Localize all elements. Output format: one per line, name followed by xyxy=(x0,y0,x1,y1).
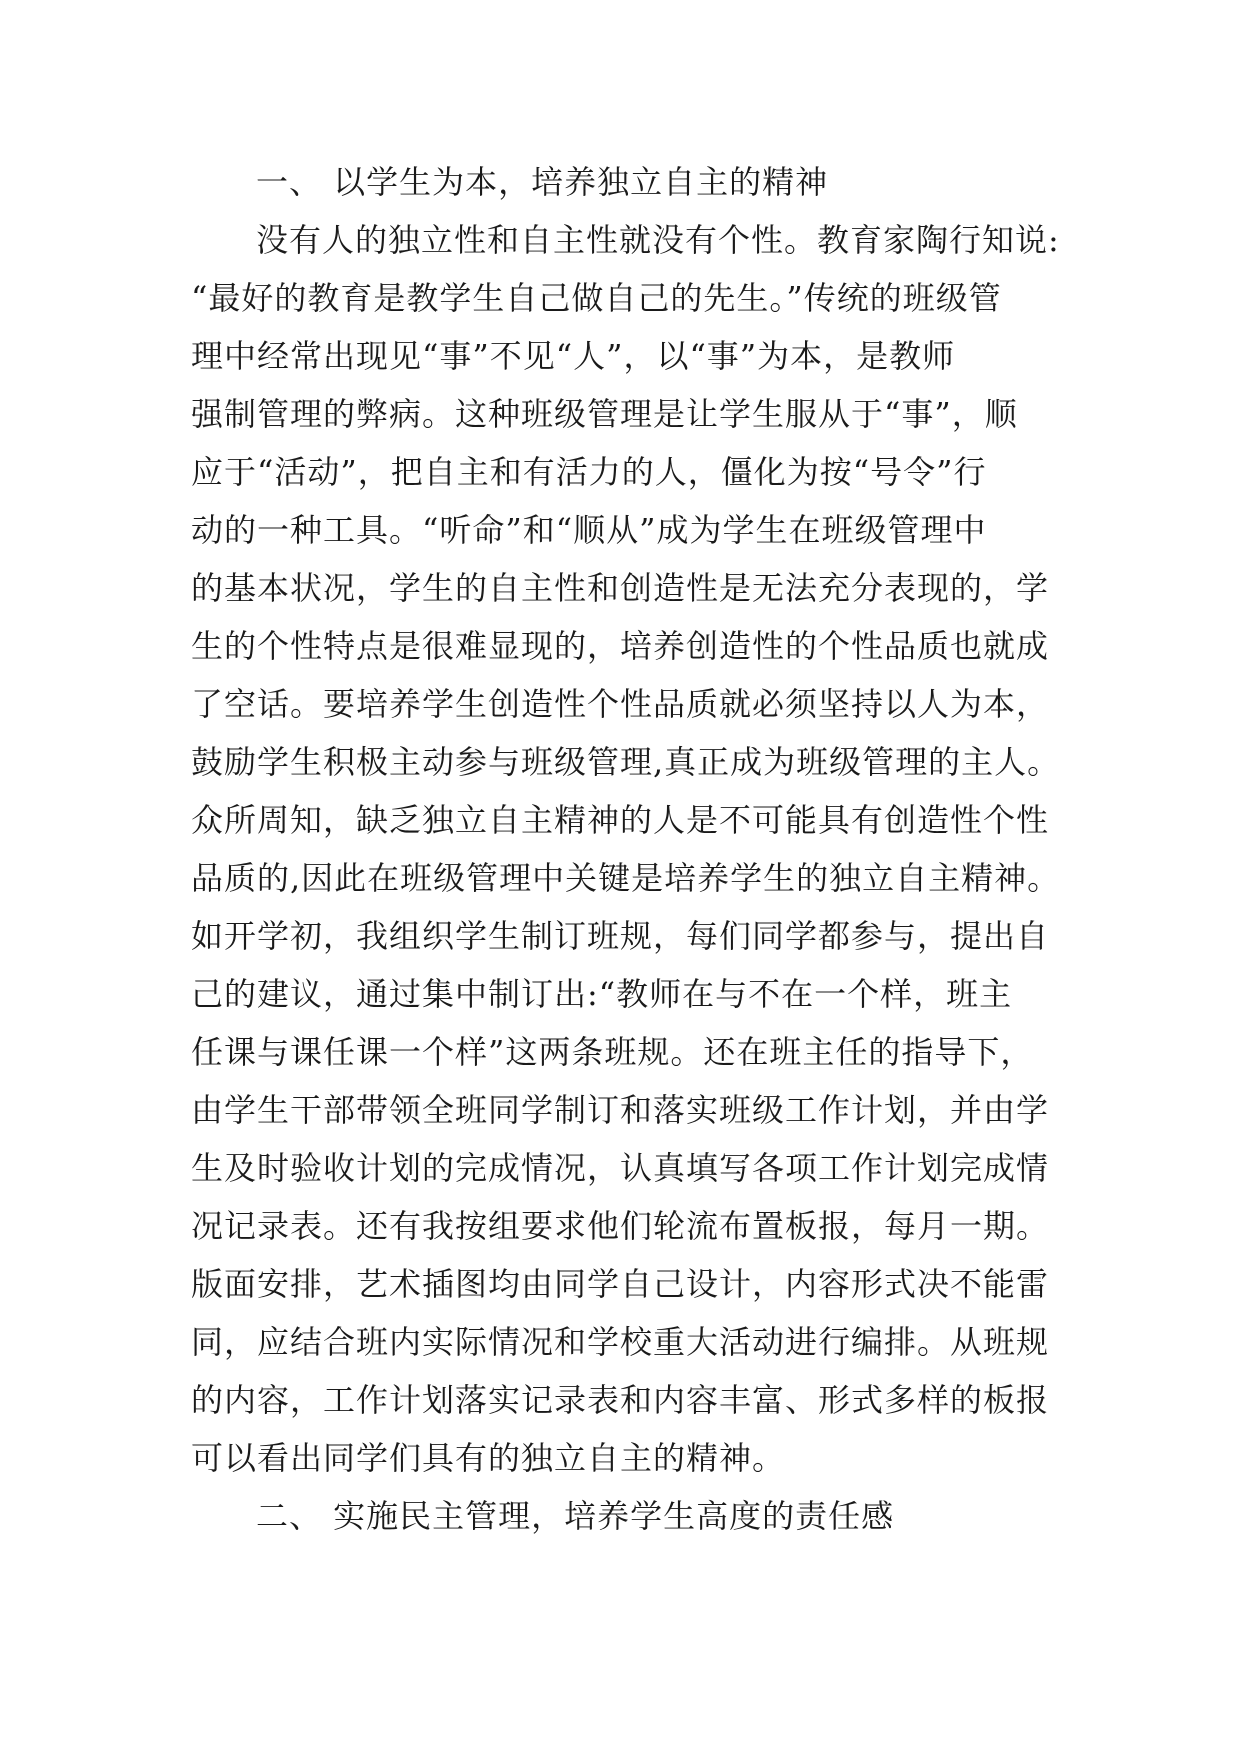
paragraph-line: 的内容，工作计划落实记录表和内容丰富、形式多样的板报 xyxy=(191,1381,1050,1419)
section-heading-2: 二、 实施民主管理，培养学生高度的责任感 xyxy=(256,1497,895,1535)
paragraph-line: 品质的,因此在班级管理中关键是培养学生的独立自主精神。 xyxy=(191,859,1061,897)
paragraph-line: 任课与课任课一个样”这两条班规。还在班主任的指导下， xyxy=(191,1033,1034,1071)
paragraph-line: 生的个性特点是很难显现的，培养创造性的个性品质也就成 xyxy=(191,627,1050,665)
paragraph-line: 可以看出同学们具有的独立自主的精神。 xyxy=(191,1439,786,1477)
paragraph-line: 众所周知，缺乏独立自主精神的人是不可能具有创造性个性 xyxy=(191,801,1050,839)
paragraph-line: 况记录表。还有我按组要求他们轮流布置板报，每月一期。 xyxy=(191,1207,1050,1245)
paragraph-line: 理中经常出现见“事”不见“人”，以“事”为本，是教师 xyxy=(191,337,956,375)
paragraph-line: 的基本状况，学生的自主性和创造性是无法充分表现的，学 xyxy=(191,569,1050,607)
paragraph-line: 了空话。要培养学生创造性个性品质就必须坚持以人为本， xyxy=(191,685,1050,723)
paragraph-line: 己的建议，通过集中制订出:“教师在与不在一个样，班主 xyxy=(191,975,1013,1013)
paragraph-line: 强制管理的弊病。这种班级管理是让学生服从于“事”，顺 xyxy=(191,395,1018,433)
paragraph-line: “最好的教育是教学生自己做自己的先生。”传统的班级管 xyxy=(191,279,1002,317)
paragraph-line: 动的一种工具。“听命”和“顺从”成为学生在班级管理中 xyxy=(191,511,987,549)
paragraph-line: 由学生干部带领全班同学制订和落实班级工作计划，并由学 xyxy=(191,1091,1050,1129)
paragraph-line: 如开学初，我组织学生制订班规，每们同学都参与，提出自 xyxy=(191,917,1050,955)
paragraph-line: 版面安排，艺术插图均由同学自己设计，内容形式决不能雷 xyxy=(191,1265,1050,1303)
paragraph-line: 同，应结合班内实际情况和学校重大活动进行编排。从班规 xyxy=(191,1323,1050,1361)
paragraph-line: 鼓励学生积极主动参与班级管理,真正成为班级管理的主人。 xyxy=(191,743,1061,781)
section-heading-1: 一、 以学生为本，培养独立自主的精神 xyxy=(256,163,829,201)
paragraph-line: 应于“活动”，把自主和有活力的人，僵化为按“号令”行 xyxy=(191,453,987,491)
paragraph-line: 生及时验收计划的完成情况，认真填写各项工作计划完成情 xyxy=(191,1149,1050,1187)
paragraph-line: 没有人的独立性和自主性就没有个性。教育家陶行知说: xyxy=(256,221,1060,259)
